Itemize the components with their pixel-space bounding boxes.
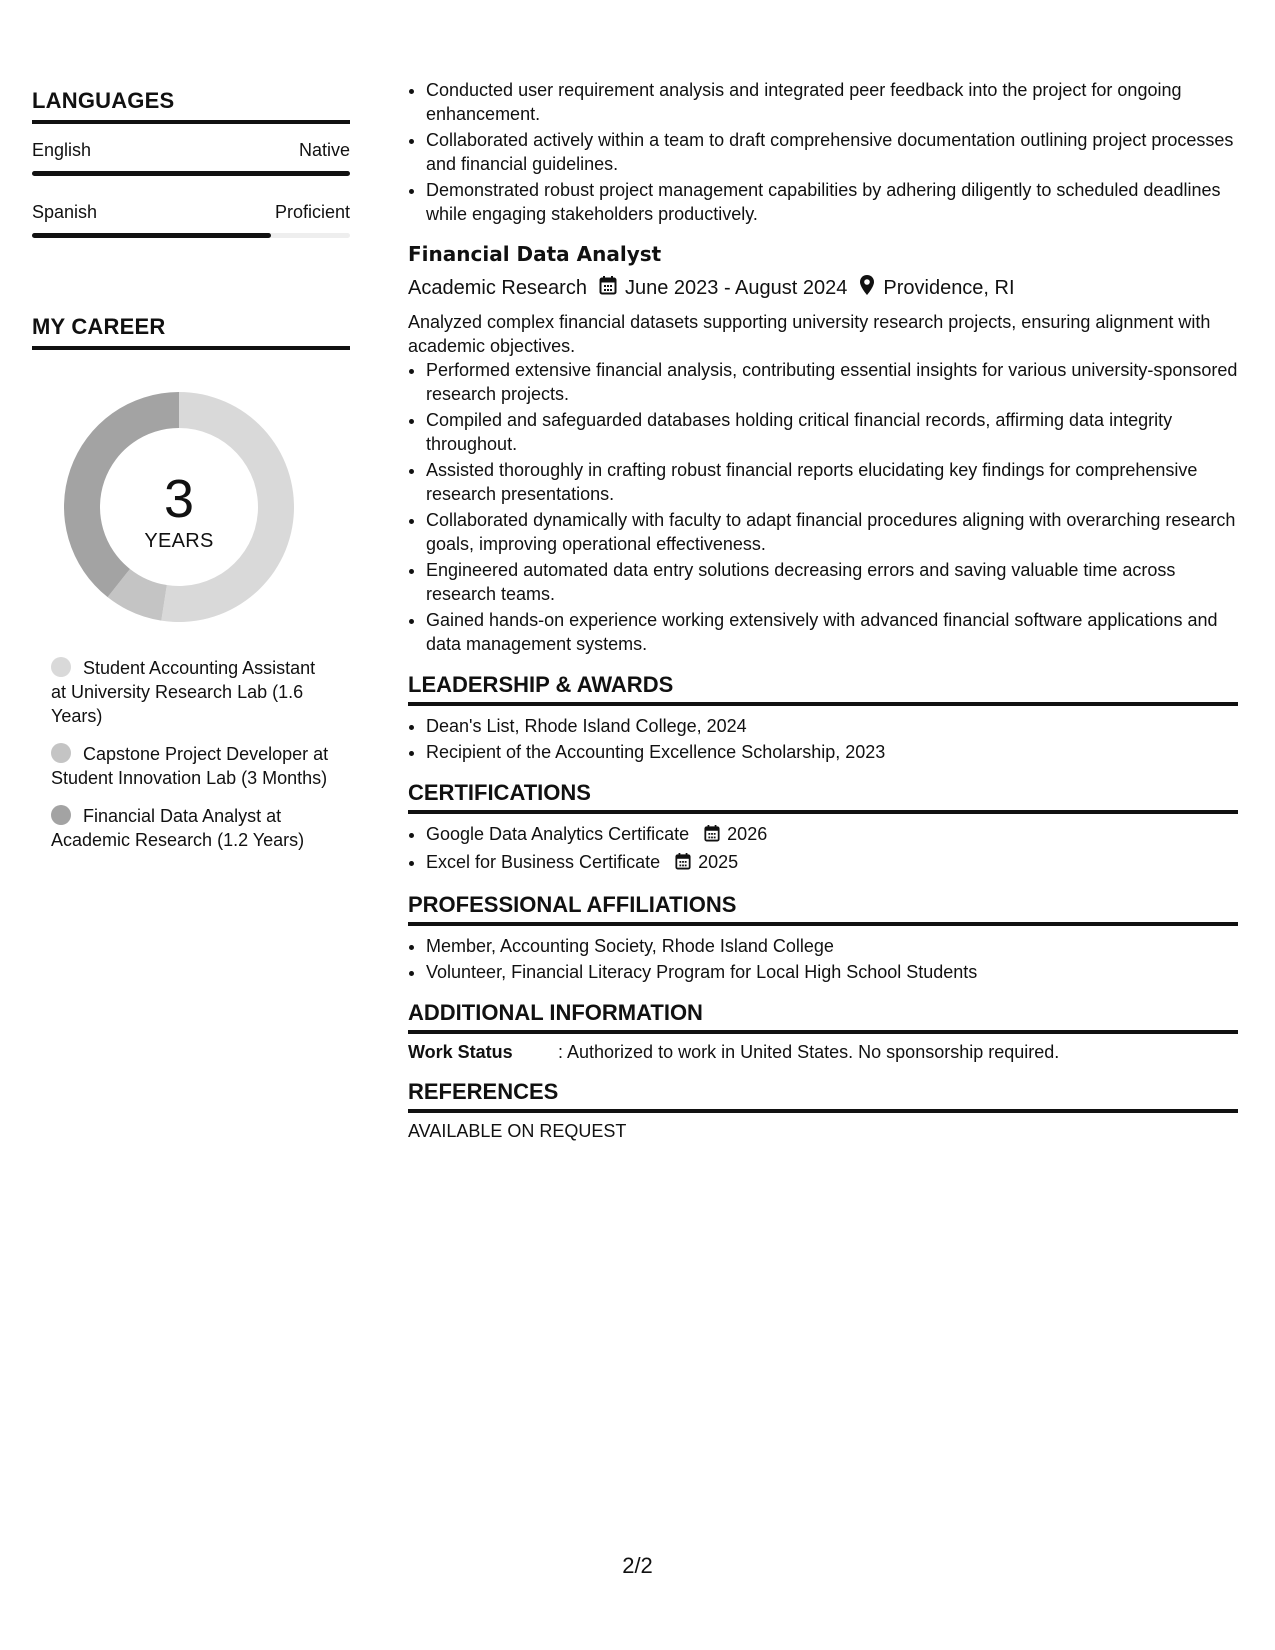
affiliations-list (408, 934, 1238, 984)
job-bullets (408, 358, 1238, 656)
job-dates: June 2023 - August 2024 (624, 276, 848, 299)
previous-job-bullets (408, 78, 1238, 226)
career-legend-item (51, 656, 350, 728)
affiliations-heading: PROFESSIONAL AFFILIATIONS (408, 892, 1238, 926)
bullet-item: • Performed extensive financial analysis, contributing essential insights for various university-sponsored research projects. (426, 358, 1238, 406)
certification-year: 2025 (698, 852, 739, 872)
work-status-label: Work Status (408, 1042, 513, 1062)
legend-label: Capstone Project Developer at Student Innovation Lab (3 Months) (51, 744, 329, 788)
main-content (408, 78, 1238, 1142)
calendar-icon (704, 824, 720, 848)
bullet-item: • Engineered automated data entry solutions decreasing errors and saving valuable time across research teams. (426, 558, 1238, 606)
certification-item (426, 822, 1238, 848)
bullet-item: • Assisted thoroughly in crafting robust financial reports elucidating key findings for comprehensive research presentations. (426, 458, 1238, 506)
leadership-list (408, 714, 1238, 764)
language-name: English (32, 140, 92, 160)
bullet-item: • Demonstrated robust project management capabilities by adhering diligently to scheduled deadlines while engaging stakeholders productively. (426, 178, 1238, 226)
affiliation-item: • Volunteer, Financial Literacy Program for Local High School Students (426, 960, 1238, 984)
career-legend-item (51, 804, 350, 852)
job-company: Academic Research (408, 276, 587, 299)
leadership-heading: LEADERSHIP & AWARDS (408, 672, 1238, 706)
language-proficiency-bar (32, 171, 350, 176)
languages-heading: LANGUAGES (32, 88, 350, 124)
calendar-icon (675, 852, 691, 876)
language-level: Native (298, 140, 350, 160)
career-legend-item (51, 742, 350, 790)
language-level: Proficient (274, 202, 350, 222)
certification-name: Excel for Business Certificate (426, 852, 661, 872)
language-item (32, 202, 350, 238)
certification-name: Google Data Analytics Certificate (426, 824, 690, 844)
map-pin-icon (859, 274, 875, 302)
language-proficiency-fill (32, 233, 271, 238)
work-status-value: : Authorized to work in United States. No sponsorship required. (558, 1042, 1060, 1062)
additional-info-heading: ADDITIONAL INFORMATION (408, 1000, 1238, 1034)
bullet-item: • Collaborated dynamically with faculty to adapt financial procedures aligning with overarching research goals, improving operational effectiveness. (426, 508, 1238, 556)
calendar-icon (599, 275, 617, 301)
work-status-row (408, 1042, 1238, 1063)
certification-year: 2026 (727, 824, 768, 844)
career-heading: MY CAREER (32, 314, 350, 350)
bullet-item: • Compiled and safeguarded databases holding critical financial records, affirming data integrity throughout. (426, 408, 1238, 456)
legend-dot (51, 743, 71, 763)
affiliation-item: • Member, Accounting Society, Rhode Island College (426, 934, 1238, 958)
legend-label: Financial Data Analyst at Academic Research (1.2 Years) (51, 806, 305, 850)
bullet-item: • Gained hands-on experience working extensively with advanced financial software applications and data management systems. (426, 608, 1238, 656)
career-total-value: 3 (163, 469, 195, 529)
job-meta (408, 274, 1238, 302)
award-item: • Dean's List, Rhode Island College, 2024 (426, 714, 1238, 738)
language-name: Spanish (32, 202, 98, 222)
bullet-item: • Conducted user requirement analysis and integrated peer feedback into the project for ongoing enhancement. (426, 78, 1238, 126)
certifications-list (408, 822, 1238, 876)
career-total-unit: YEARS (144, 530, 214, 552)
legend-dot (51, 805, 71, 825)
page-number: 2/2 (622, 1553, 653, 1578)
language-proficiency-bar (32, 233, 350, 238)
award-item: • Recipient of the Accounting Excellence Scholarship, 2023 (426, 740, 1238, 764)
legend-dot (51, 657, 71, 677)
bullet-item: • Collaborated actively within a team to draft comprehensive documentation outlining project processes and financial guidelines. (426, 128, 1238, 176)
certifications-heading: CERTIFICATIONS (408, 780, 1238, 814)
career-legend (51, 656, 350, 852)
job-title: Financial Data Analyst (408, 242, 662, 266)
language-proficiency-fill (32, 171, 350, 176)
legend-label: Student Accounting Assistant at University Research Lab (1.6 Years) (51, 658, 316, 726)
job-description: Analyzed complex financial datasets supporting university research projects, ensuring alignment with academic objectives. (408, 312, 1211, 356)
references-text: AVAILABLE ON REQUEST (408, 1121, 627, 1141)
career-donut-chart (64, 392, 294, 622)
job-location: Providence, RI (883, 276, 1015, 299)
certification-item (426, 850, 1238, 876)
language-item (32, 140, 350, 176)
sidebar (32, 88, 350, 866)
references-heading: REFERENCES (408, 1079, 1238, 1113)
